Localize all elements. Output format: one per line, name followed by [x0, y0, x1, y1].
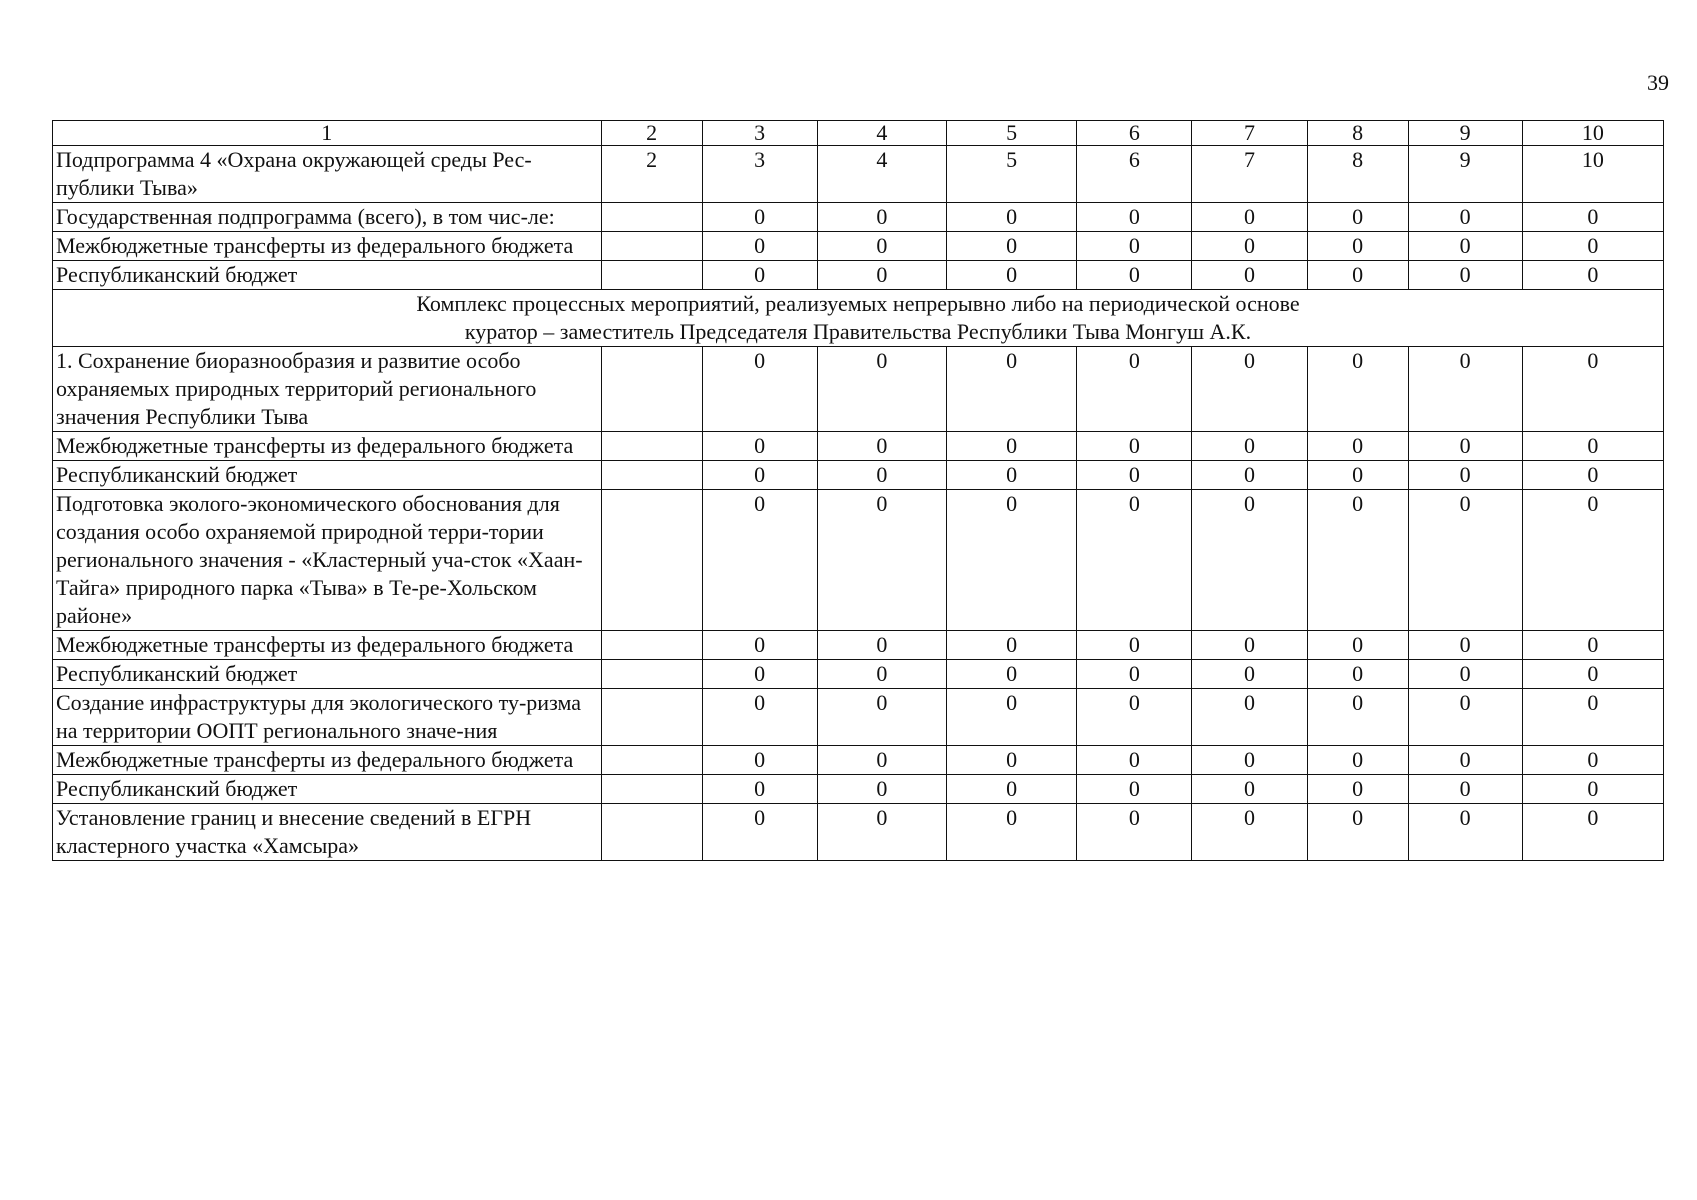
value-cell: 0 [1077, 689, 1192, 746]
value-cell: 0 [1408, 490, 1522, 631]
value-cell: 0 [1307, 261, 1408, 290]
value-cell [601, 660, 702, 689]
value-cell: 0 [1522, 804, 1663, 861]
value-cell: 0 [1522, 203, 1663, 232]
value-cell: 0 [1307, 203, 1408, 232]
row-label: Установление границ и внесение сведений в ЕГРН кластерного участка «Хамсыра» [53, 804, 602, 861]
value-cell: 0 [817, 347, 946, 432]
value-cell [601, 775, 702, 804]
row-label: Межбюджетные трансферты из федерального бюджета [53, 746, 602, 775]
page-number: 39 [1647, 70, 1669, 95]
table-row [53, 203, 1664, 232]
value-cell: 0 [1077, 432, 1192, 461]
value-cell: 0 [1077, 203, 1192, 232]
value-cell: 4 [817, 146, 946, 203]
value-cell: 0 [1307, 461, 1408, 490]
value-cell: 0 [702, 804, 817, 861]
value-cell: 0 [947, 804, 1077, 861]
value-cell: 0 [947, 432, 1077, 461]
value-cell: 0 [1077, 490, 1192, 631]
row-label: Межбюджетные трансферты из федерального бюджета [53, 631, 602, 660]
value-cell [601, 261, 702, 290]
value-cell: 0 [947, 232, 1077, 261]
value-cell: 0 [947, 203, 1077, 232]
value-cell: 0 [1077, 660, 1192, 689]
table-row [53, 660, 1664, 689]
value-cell: 0 [702, 203, 817, 232]
value-cell: 0 [1192, 490, 1307, 631]
value-cell: 0 [1408, 746, 1522, 775]
section-header-row [53, 290, 1664, 347]
column-number-cell: 2 [601, 121, 702, 146]
value-cell: 0 [947, 689, 1077, 746]
value-cell: 0 [1077, 461, 1192, 490]
value-cell: 0 [1522, 432, 1663, 461]
value-cell [601, 631, 702, 660]
value-cell: 0 [1192, 631, 1307, 660]
value-cell: 0 [1307, 804, 1408, 861]
value-cell: 0 [1307, 775, 1408, 804]
value-cell [601, 689, 702, 746]
value-cell: 0 [817, 490, 946, 631]
row-label: Республиканский бюджет [53, 461, 602, 490]
value-cell: 0 [1522, 490, 1663, 631]
row-label: Республиканский бюджет [53, 660, 602, 689]
value-cell: 0 [1522, 461, 1663, 490]
value-cell: 0 [947, 347, 1077, 432]
value-cell: 6 [1077, 146, 1192, 203]
value-cell: 0 [1307, 490, 1408, 631]
section-curator: куратор – заместитель Председателя Правительства Республики Тыва Монгуш А.К. [464, 319, 1252, 344]
value-cell: 0 [702, 261, 817, 290]
value-cell: 7 [1192, 146, 1307, 203]
column-number-cell: 4 [817, 121, 946, 146]
value-cell: 0 [947, 746, 1077, 775]
value-cell: 5 [947, 146, 1077, 203]
value-cell: 0 [817, 689, 946, 746]
column-number-cell: 10 [1522, 121, 1663, 146]
row-label: Республиканский бюджет [53, 775, 602, 804]
row-label: Республиканский бюджет [53, 261, 602, 290]
value-cell: 0 [1408, 689, 1522, 746]
value-cell: 0 [817, 461, 946, 490]
value-cell: 0 [947, 490, 1077, 631]
value-cell: 0 [1192, 689, 1307, 746]
value-cell: 0 [1192, 775, 1307, 804]
value-cell: 0 [1192, 347, 1307, 432]
value-cell [601, 432, 702, 461]
table-body [53, 121, 1664, 861]
value-cell: 2 [601, 146, 702, 203]
table-row [53, 775, 1664, 804]
value-cell: 0 [1192, 261, 1307, 290]
column-number-row [53, 121, 1664, 146]
value-cell: 0 [1408, 347, 1522, 432]
value-cell: 0 [817, 261, 946, 290]
column-number-cell: 3 [702, 121, 817, 146]
table-row [53, 490, 1664, 631]
value-cell: 0 [702, 432, 817, 461]
table-row [53, 232, 1664, 261]
value-cell: 0 [702, 746, 817, 775]
value-cell: 0 [1307, 432, 1408, 461]
value-cell: 0 [1077, 775, 1192, 804]
value-cell: 0 [1307, 660, 1408, 689]
value-cell: 0 [1192, 804, 1307, 861]
row-label: Создание инфраструктуры для экологического ту-ризма на территории ООПТ регионального значе-ния [53, 689, 602, 746]
table-row [53, 461, 1664, 490]
value-cell: 0 [817, 631, 946, 660]
column-number-cell: 9 [1408, 121, 1522, 146]
value-cell: 0 [1192, 203, 1307, 232]
value-cell: 0 [1077, 232, 1192, 261]
value-cell: 0 [702, 775, 817, 804]
row-label: Межбюджетные трансферты из федерального бюджета [53, 232, 602, 261]
value-cell: 10 [1522, 146, 1663, 203]
value-cell: 0 [1522, 689, 1663, 746]
value-cell: 0 [1307, 232, 1408, 261]
table-row [53, 347, 1664, 432]
column-number-cell: 7 [1192, 121, 1307, 146]
value-cell: 0 [1307, 347, 1408, 432]
value-cell [601, 461, 702, 490]
value-cell: 0 [1522, 232, 1663, 261]
column-number-cell: 8 [1307, 121, 1408, 146]
value-cell: 0 [1522, 631, 1663, 660]
value-cell: 0 [702, 461, 817, 490]
row-label: 1. Сохранение биоразнообразия и развитие особо охраняемых природных территорий регионального значения Республики Тыва [53, 347, 602, 432]
value-cell: 0 [1192, 660, 1307, 689]
value-cell: 0 [702, 232, 817, 261]
column-number-cell: 5 [947, 121, 1077, 146]
value-cell: 0 [1192, 232, 1307, 261]
value-cell: 0 [1408, 660, 1522, 689]
value-cell: 8 [1307, 146, 1408, 203]
value-cell: 0 [817, 660, 946, 689]
column-number-cell: 1 [53, 121, 602, 146]
value-cell: 0 [1077, 746, 1192, 775]
value-cell: 0 [1307, 631, 1408, 660]
value-cell: 0 [1522, 775, 1663, 804]
table-row [53, 631, 1664, 660]
value-cell: 0 [702, 347, 817, 432]
value-cell: 0 [817, 804, 946, 861]
value-cell: 0 [1192, 746, 1307, 775]
value-cell: 0 [1077, 631, 1192, 660]
value-cell: 0 [817, 775, 946, 804]
value-cell: 0 [1077, 261, 1192, 290]
section-header-cell [53, 290, 1664, 347]
value-cell: 0 [1077, 347, 1192, 432]
value-cell: 0 [1408, 203, 1522, 232]
value-cell: 0 [1192, 432, 1307, 461]
row-label: Межбюджетные трансферты из федерального бюджета [53, 432, 602, 461]
value-cell [601, 804, 702, 861]
value-cell [601, 203, 702, 232]
value-cell: 0 [1408, 631, 1522, 660]
value-cell: 0 [702, 631, 817, 660]
value-cell: 0 [1408, 261, 1522, 290]
column-number-cell: 6 [1077, 121, 1192, 146]
value-cell: 0 [1522, 746, 1663, 775]
value-cell: 0 [947, 261, 1077, 290]
value-cell: 0 [702, 490, 817, 631]
table-row [53, 689, 1664, 746]
value-cell [601, 490, 702, 631]
value-cell: 0 [1077, 804, 1192, 861]
value-cell: 0 [947, 461, 1077, 490]
value-cell: 0 [1408, 461, 1522, 490]
value-cell: 0 [1408, 232, 1522, 261]
value-cell: 0 [1522, 660, 1663, 689]
value-cell: 0 [947, 660, 1077, 689]
value-cell: 3 [702, 146, 817, 203]
row-label: Подготовка эколого-экономического обоснования для создания особо охраняемой природной терри-тории регионального значения - «Кластерный уча-сток «Хаан-Тайга» природного парка «Тыва» в Те-ре-Хольском районе» [53, 490, 602, 631]
table-row [53, 261, 1664, 290]
section-title: Комплекс процессных мероприятий, реализуемых непрерывно либо на периодической основе [416, 291, 1300, 316]
value-cell: 0 [817, 746, 946, 775]
value-cell: 9 [1408, 146, 1522, 203]
row-label: Подпрограмма 4 «Охрана окружающей среды Рес-публики Тыва» [53, 146, 602, 203]
value-cell: 0 [947, 775, 1077, 804]
value-cell: 0 [817, 432, 946, 461]
table-row [53, 146, 1664, 203]
value-cell: 0 [1307, 746, 1408, 775]
value-cell: 0 [1307, 689, 1408, 746]
value-cell: 0 [817, 232, 946, 261]
value-cell: 0 [1408, 775, 1522, 804]
value-cell [601, 232, 702, 261]
table-row [53, 746, 1664, 775]
value-cell: 0 [1408, 432, 1522, 461]
value-cell [601, 746, 702, 775]
value-cell: 0 [1192, 461, 1307, 490]
table-row [53, 804, 1664, 861]
value-cell: 0 [702, 689, 817, 746]
value-cell: 0 [702, 660, 817, 689]
value-cell: 0 [1522, 347, 1663, 432]
value-cell: 0 [1408, 804, 1522, 861]
value-cell: 0 [1522, 261, 1663, 290]
row-label: Государственная подпрограмма (всего), в том чис-ле: [53, 203, 602, 232]
value-cell [601, 347, 702, 432]
value-cell: 0 [817, 203, 946, 232]
budget-table [52, 120, 1664, 861]
table-row [53, 432, 1664, 461]
value-cell: 0 [947, 631, 1077, 660]
